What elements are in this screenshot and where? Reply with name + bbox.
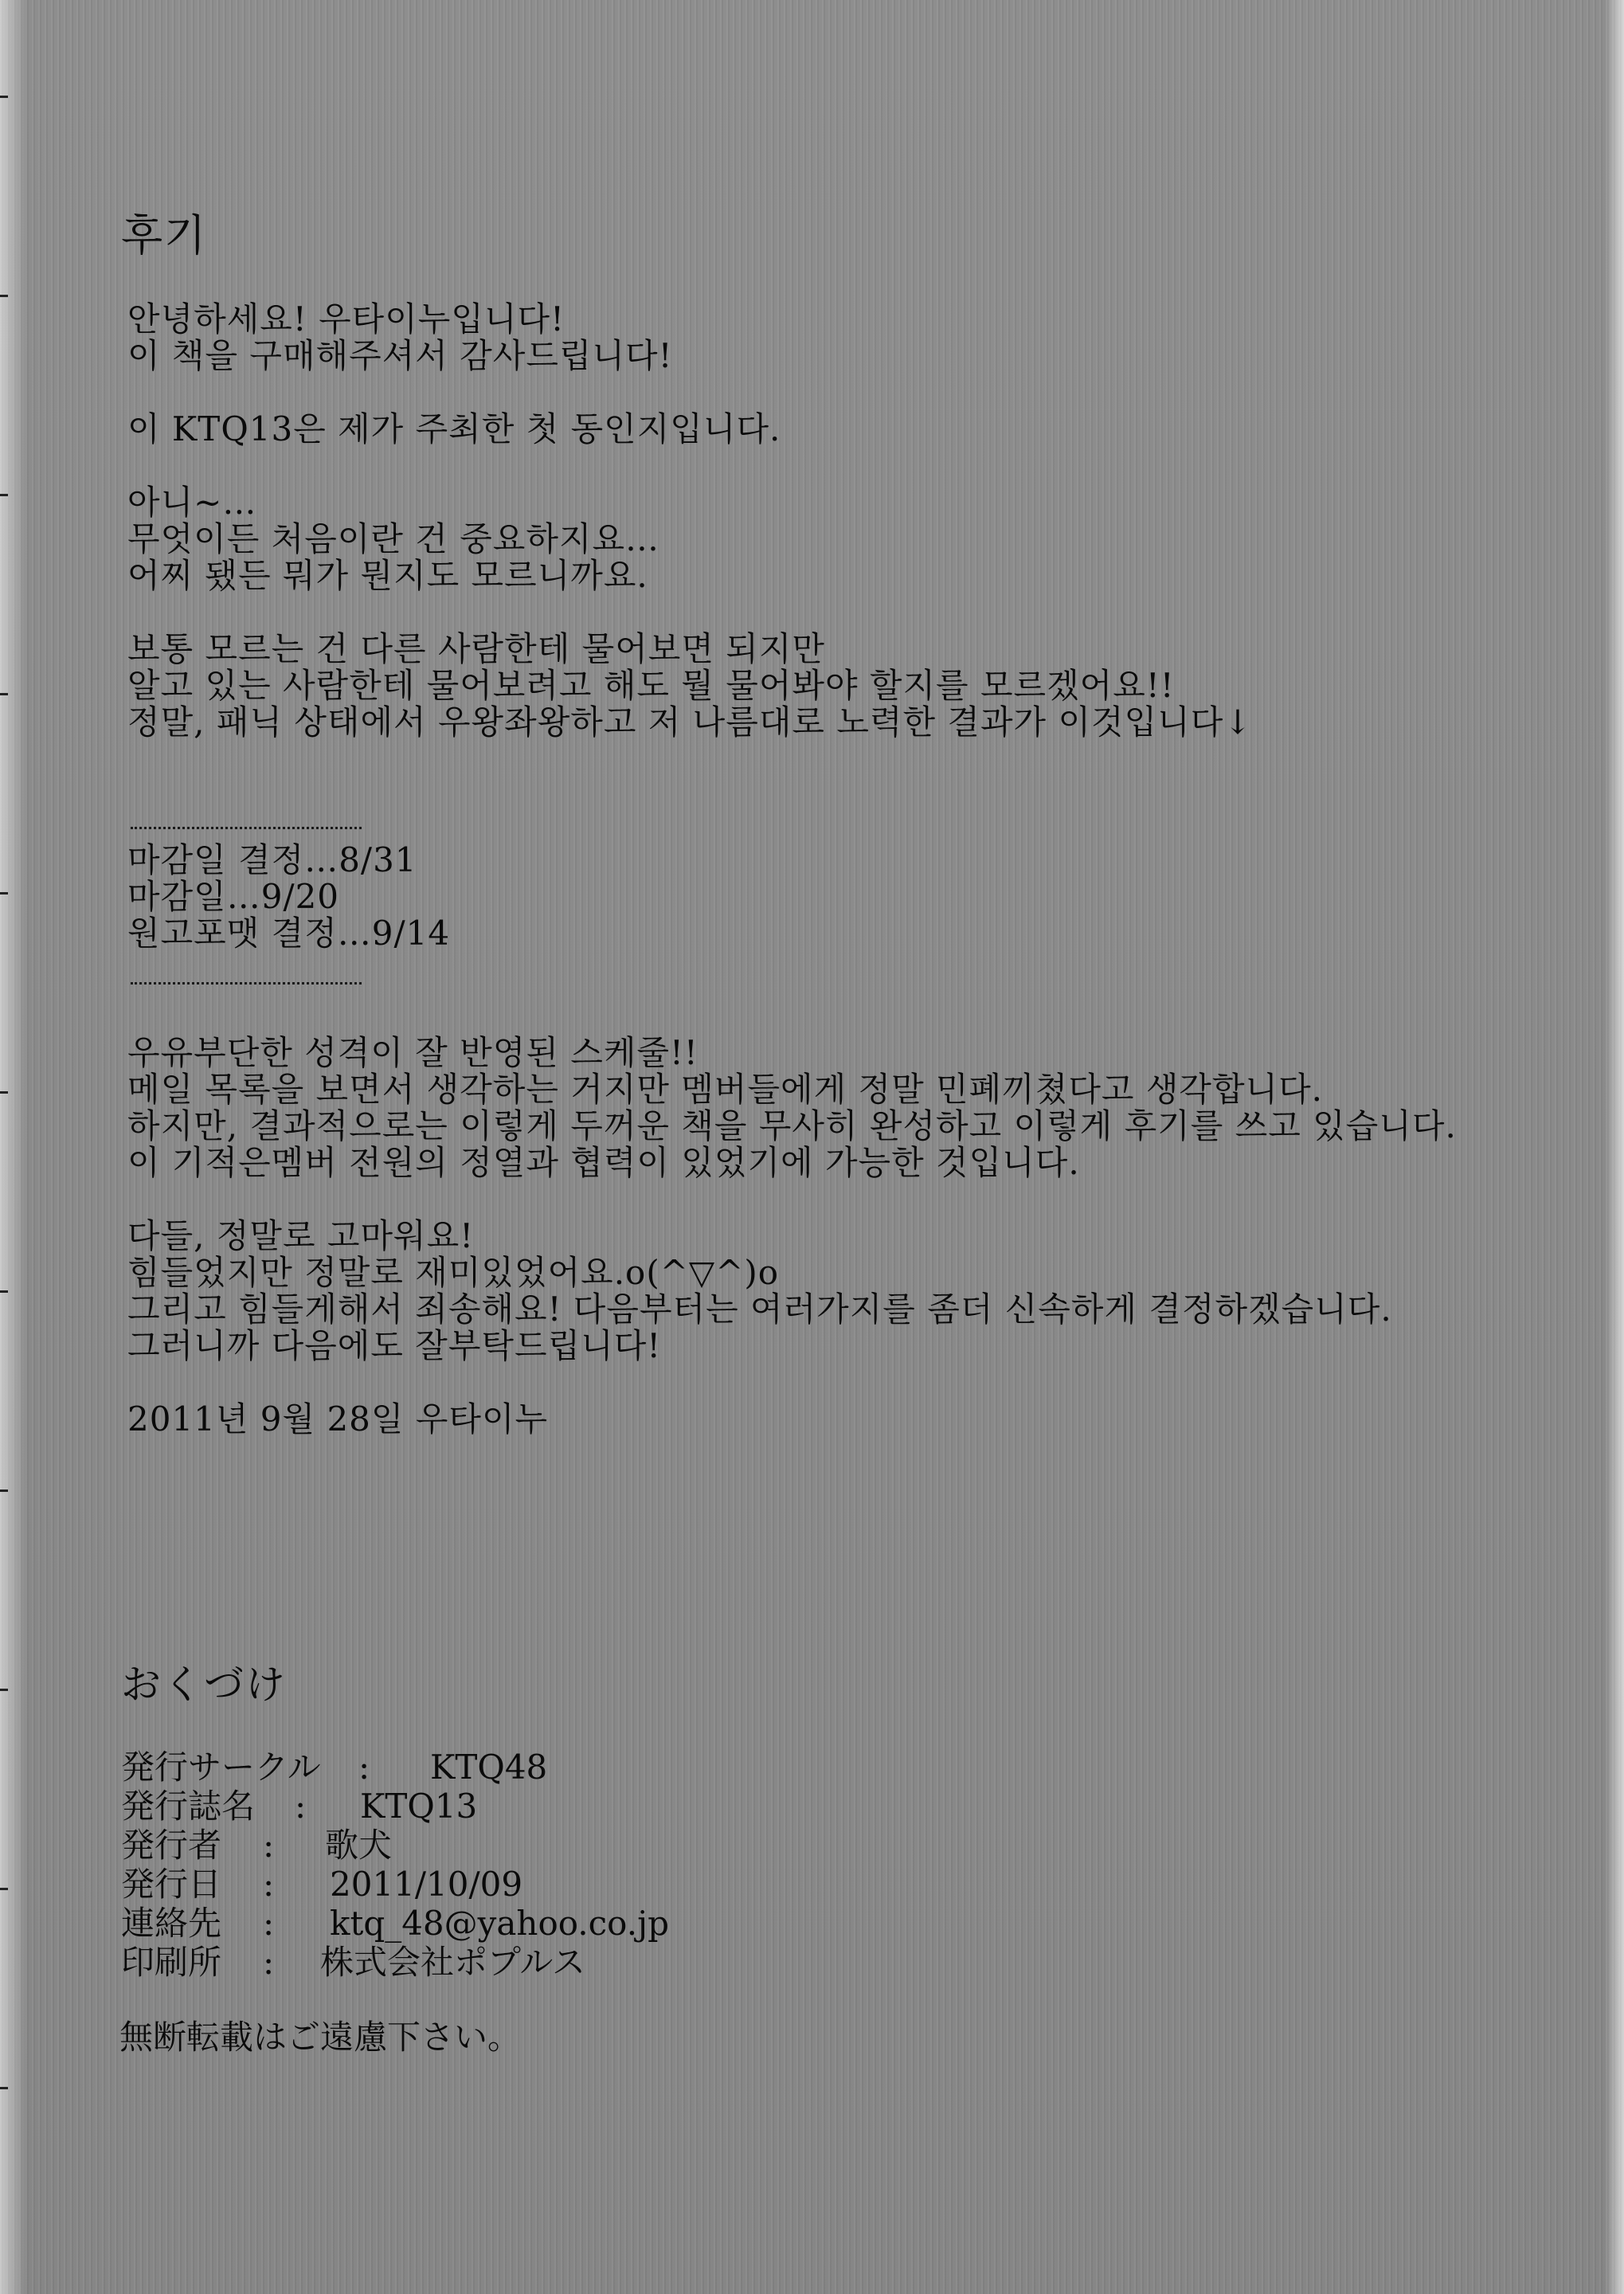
text-line: 정말, 패닉 상태에서 우왕좌왕하고 저 나름대로 노력한 결과가 이것입니다↓ — [127, 703, 1253, 742]
colophon-label: 印刷所 — [121, 1943, 222, 1982]
text-line: 알고 있는 사람한테 물어보려고 해도 뭘 물어봐야 할지를 모르겠어요!! — [127, 666, 1175, 705]
scan-edge-mark — [0, 1689, 8, 1691]
text-line: 하지만, 결과적으로는 이렇게 두꺼운 책을 무사히 완성하고 이렇게 후기를 쓰고 있습니다. — [127, 1106, 1457, 1145]
scan-edge-mark — [0, 1290, 8, 1293]
scan-edge-mark — [0, 693, 8, 695]
colophon-separator: : — [263, 1865, 275, 1904]
divider — [131, 982, 362, 985]
colophon-separator: : — [263, 1904, 275, 1943]
colophon-label: 発行者 — [121, 1826, 222, 1865]
colophon-label: 発行誌名 — [121, 1787, 256, 1826]
afterword-title: 후기 — [121, 210, 208, 260]
schedule-item: 원고포맷 결정…9/14 — [127, 914, 451, 953]
page-edge-right — [1605, 0, 1624, 2294]
scan-edge-mark — [0, 295, 8, 297]
colophon-label: 発行サークル — [121, 1748, 321, 1787]
afterword-greeting — [127, 301, 1253, 741]
colophon-separator: : — [263, 1826, 275, 1865]
scan-edge-mark — [0, 1888, 8, 1890]
text-line: 아니~… — [127, 483, 257, 522]
divider — [131, 827, 362, 829]
text-line: 안녕하세요! 우타이누입니다! — [127, 299, 565, 339]
text-line: 그리고 힘들게해서 죄송해요! 다음부터는 여러가지를 좀더 신속하게 결정하겠습니다. — [127, 1290, 1392, 1329]
scan-edge-mark — [0, 2087, 8, 2089]
colophon-title: おくづけ — [121, 1662, 287, 1708]
page-edge-left — [0, 0, 27, 2294]
text-line: 무엇이든 처음이란 건 중요하지요… — [127, 519, 660, 558]
colophon-separator: : — [295, 1787, 307, 1826]
text-line: 우유부단한 성격이 잘 반영된 스케줄!! — [127, 1033, 699, 1072]
text-line: 힘들었지만 정말로 재미있었어요.o(^▽^)o — [127, 1253, 780, 1292]
colophon-label: 連絡先 — [121, 1904, 222, 1943]
colophon-value: 2011/10/09 — [330, 1865, 523, 1904]
colophon-value: 株式会社ポプルス — [320, 1943, 586, 1982]
signature: 2011년 9월 28일 우타이누 — [127, 1399, 549, 1439]
schedule-list — [127, 842, 450, 952]
schedule-item: 마감일 결정…8/31 — [127, 840, 417, 879]
scan-edge-mark — [0, 892, 8, 895]
colophon-separator: : — [263, 1943, 275, 1982]
text-line: 다들, 정말로 고마워요! — [127, 1216, 475, 1255]
colophon-value: KTQ48 — [430, 1748, 548, 1787]
afterword-body — [127, 1035, 1457, 1438]
copyright-notice: 無断転載はご遠慮下さい。 — [119, 2018, 522, 2057]
colophon-separator: : — [358, 1748, 370, 1787]
text-line: 어찌 됐든 뭐가 뭔지도 모르니까요. — [127, 556, 648, 595]
text-line: 이 기적은멤버 전원의 정열과 협력이 있었기에 가능한 것입니다. — [127, 1143, 1080, 1182]
scan-edge-mark — [0, 96, 8, 98]
text-line: 메일 목록을 보면서 생각하는 거지만 멤버들에게 정말 민폐끼쳤다고 생각합니다. — [127, 1070, 1324, 1109]
colophon-label: 発行日 — [121, 1865, 222, 1904]
scan-edge-mark — [0, 494, 8, 496]
scan-edge-mark — [0, 1490, 8, 1492]
colophon-value: KTQ13 — [360, 1787, 478, 1826]
scan-edge-mark — [0, 1091, 8, 1094]
text-line: 그러니까 다음에도 잘부탁드립니다! — [127, 1326, 662, 1365]
colophon-email: ktq_48@yahoo.co.jp — [330, 1904, 669, 1943]
schedule-item: 마감일…9/20 — [127, 877, 340, 916]
text-line: 이 책을 구매해주셔서 감사드립니다! — [127, 336, 673, 375]
text-line: 보통 모르는 건 다른 사람한테 물어보면 되지만 — [127, 629, 825, 668]
colophon-value: 歌犬 — [325, 1826, 393, 1865]
text-line: 이 KTQ13은 제가 주최한 첫 동인지입니다. — [127, 409, 781, 448]
